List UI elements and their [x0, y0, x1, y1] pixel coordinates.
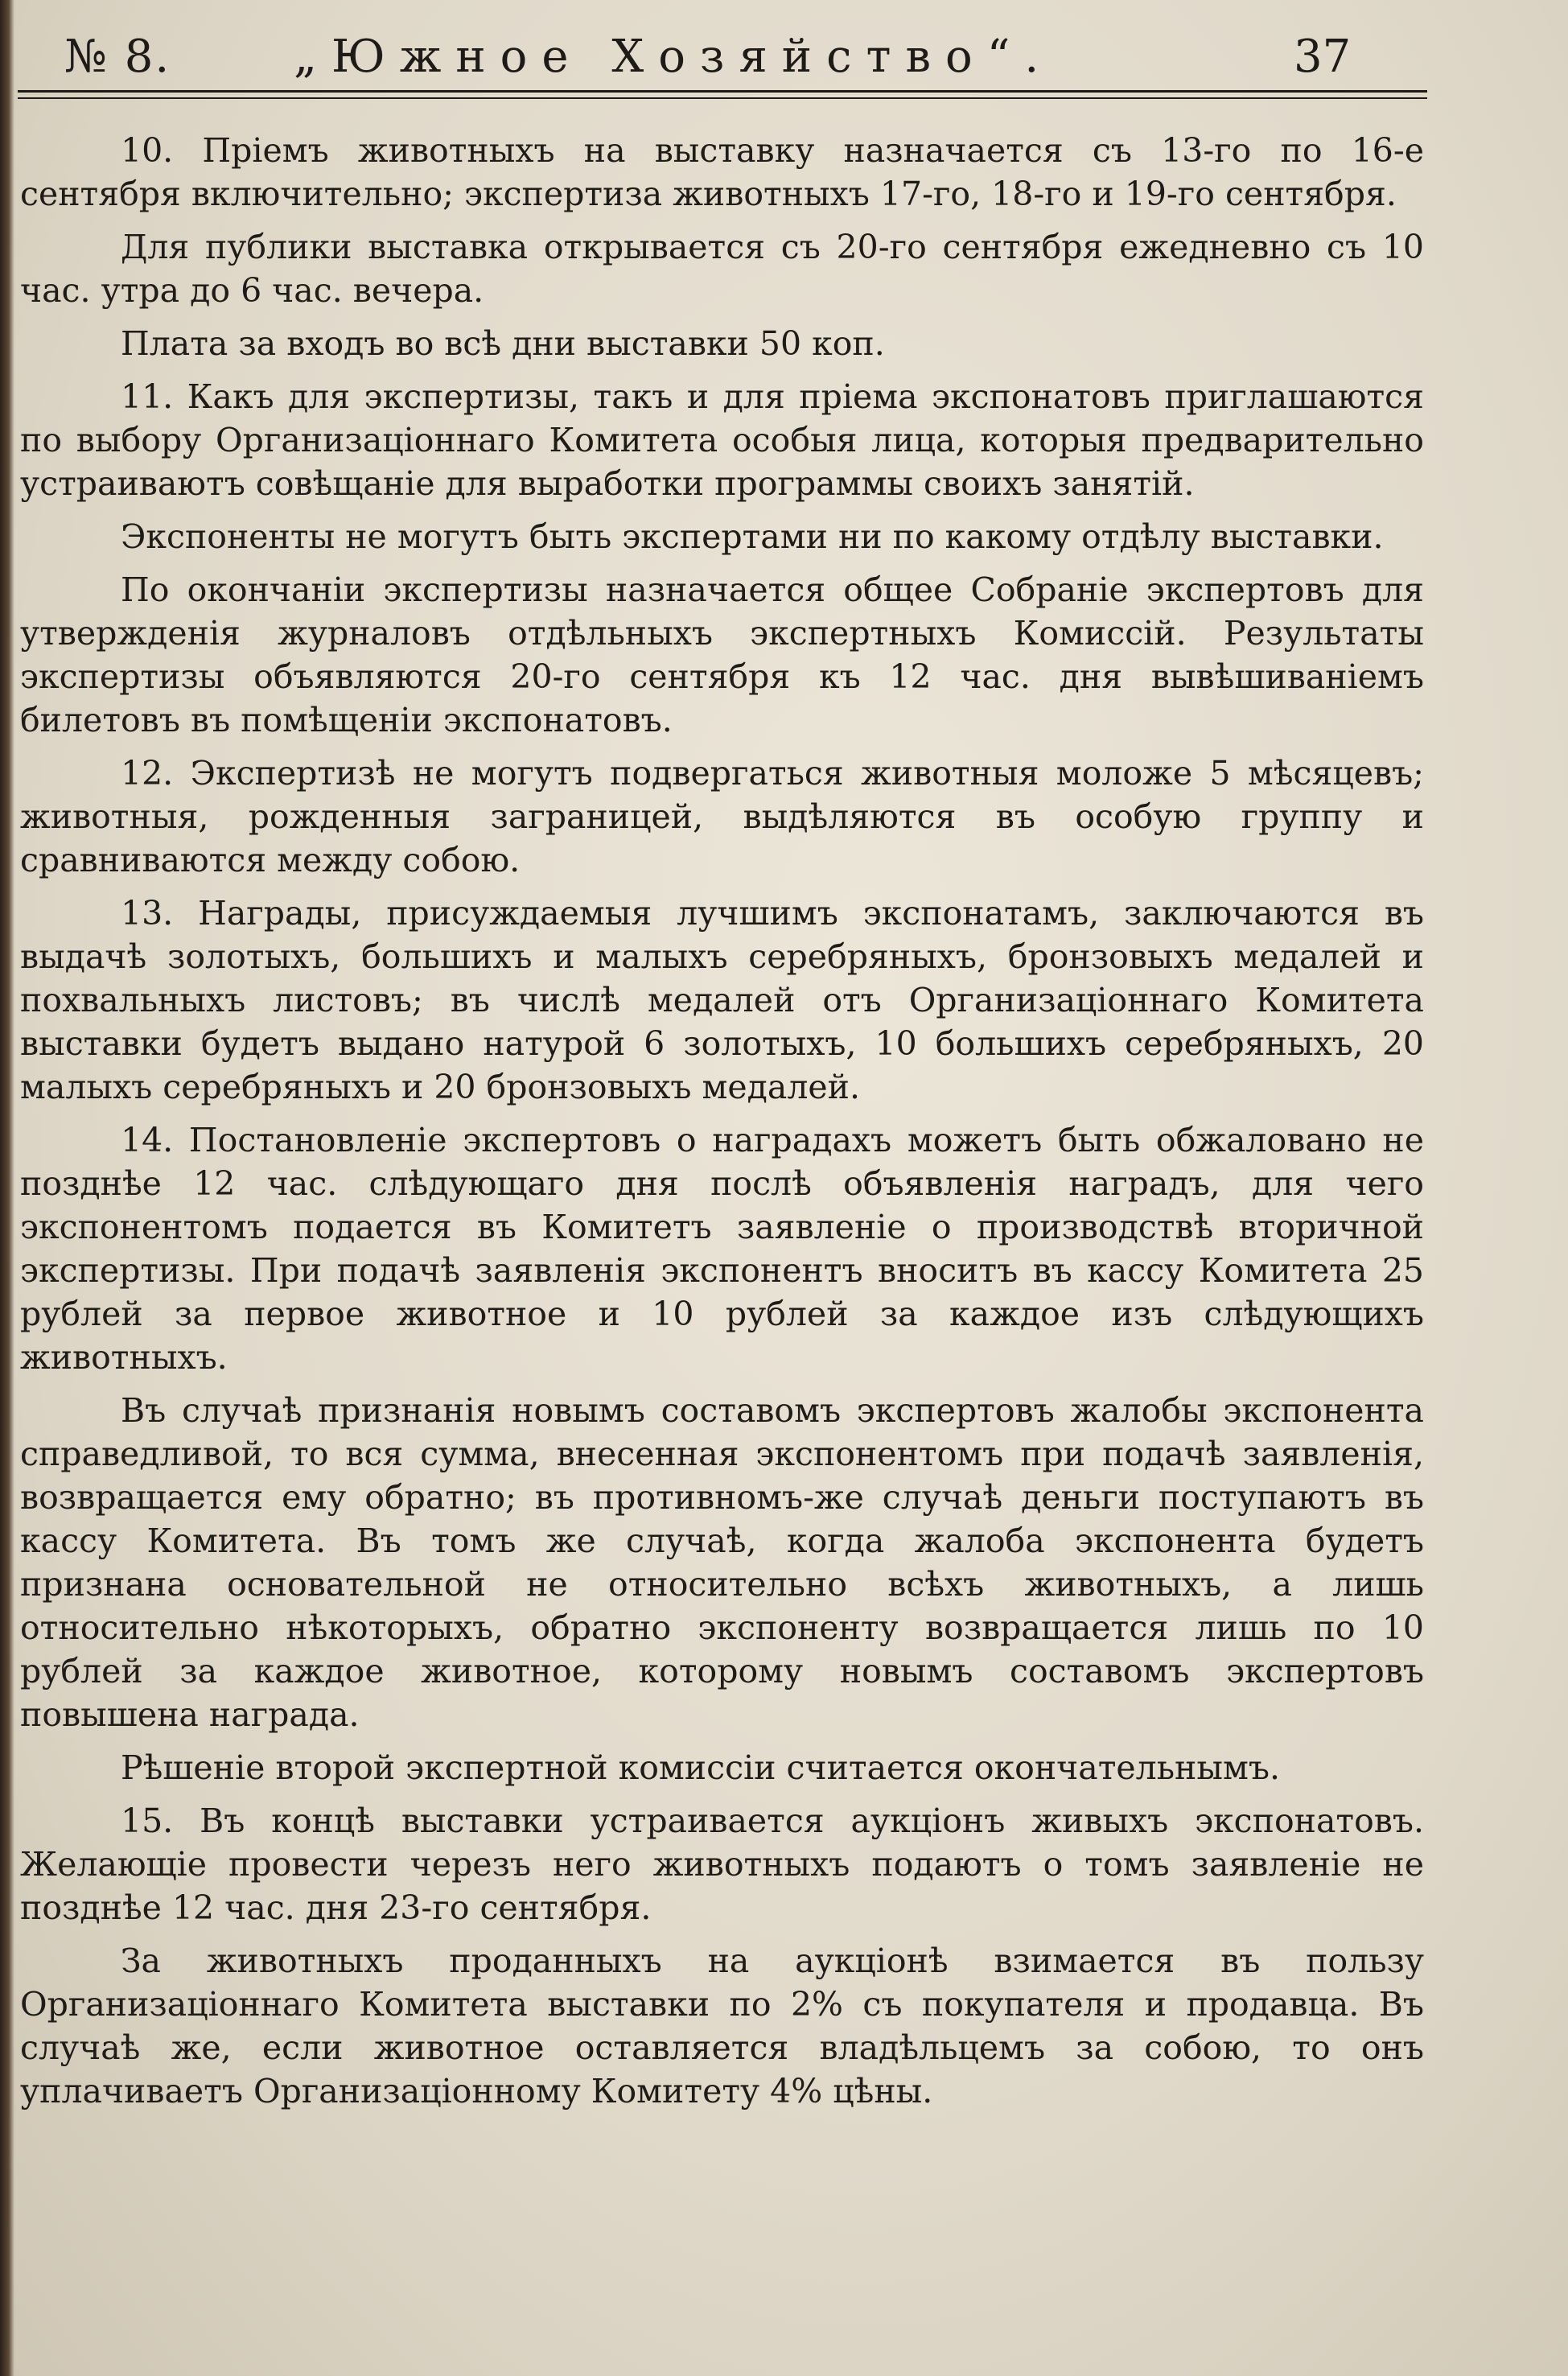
page-header: [48, 31, 1416, 87]
paragraph-15: 15. Въ концѣ выставки устраивается аукціонъ живыхъ экспонатовъ. Желающіе провести черезъ него животныхъ подаютъ о томъ заявленіе не позднѣе 12 час. дня 23-го сентября.: [20, 1802, 1424, 1927]
paragraph-exhibitors: Экспоненты не могутъ быть экспертами ни по какому отдѣлу выставки.: [121, 517, 1384, 556]
paragraph-expert-meeting: По окончаніи экспертизы назначается общее Собраніе экспертовъ для утвержденія журналовъ отдѣльныхъ экспертныхъ Комиссій. Результаты экспертизы объявляются 20-го сентября къ 12 час. дня вывѣшиваніемъ билетовъ въ помѣщеніи экспонатовъ.: [20, 570, 1424, 739]
issue-number: № 8.: [64, 31, 171, 83]
paragraph-12: 12. Экспертизѣ не могутъ подвергаться животныя моложе 5 мѣсяцевъ; животныя, рожденныя заграницей, выдѣляются въ особую группу и сравниваются между собою.: [20, 754, 1424, 879]
header-rule-bottom: [18, 97, 1427, 99]
paragraph-appeal: Въ случаѣ признанія новымъ составомъ экспертовъ жалобы экспонента справедливой, то вся сумма, внесенная экспонентомъ при подачѣ заявленія, возвращается ему обратно; въ противномъ-же случаѣ деньги поступаютъ въ кассу Комитета. Въ томъ же случаѣ, когда жалоба экспонента будетъ признана основательной не относительно всѣхъ животныхъ, а лишь относительно нѣкоторыхъ, обратно экспоненту возвращается лишь по 10 рублей за каждое животное, которому новымъ составомъ экспертовъ повышена награда.: [20, 1391, 1424, 1734]
book-binding-edge: [0, 0, 14, 2376]
paragraph-entry-fee: Плата за входъ во всѣ дни выставки 50 коп.: [121, 324, 885, 363]
paragraph-11: 11. Какъ для экспертизы, такъ и для пріема экспонатовъ приглашаются по выбору Организаціоннаго Комитета особыя лица, которыя предварительно устраиваютъ совѣщаніе для выработки программы своихъ занятій.: [20, 377, 1424, 503]
paragraph-final-decision: Рѣшеніе второй экспертной комиссіи считается окончательнымъ.: [121, 1748, 1281, 1787]
paragraph-13: 13. Награды, присуждаемыя лучшимъ экспонатамъ, заключаются въ выдачѣ золотыхъ, большихъ и малыхъ серебряныхъ, бронзовыхъ медалей и похвальныхъ листовъ; въ числѣ медалей отъ Организаціоннаго Комитета выставки будетъ выдано натурой 6 золотыхъ, 10 большихъ серебряныхъ, 20 малыхъ серебряныхъ и 20 бронзовыхъ медалей.: [20, 894, 1424, 1106]
journal-title: „Южное Хозяйство“.: [294, 31, 1054, 83]
article-body: [20, 129, 1424, 2123]
paragraph-opening-hours: Для публики выставка открывается съ 20-го сентября ежедневно съ 10 час. утра до 6 час. вечера.: [20, 228, 1424, 310]
paragraph-auction-fee: За животныхъ проданныхъ на аукціонѣ взимается въ пользу Организаціоннаго Комитета выставки по 2% съ покупателя и продавца. Въ случаѣ же, если животное оставляется владѣльцемъ за собою, то онъ уплачиваетъ Организаціонному Комитету 4% цѣны.: [20, 1942, 1424, 2110]
page-number: 37: [1294, 31, 1352, 83]
header-rule-top: [18, 90, 1427, 93]
paragraph-14: 14. Постановленіе экспертовъ о наградахъ можетъ быть обжаловано не позднѣе 12 час. слѣдующаго дня послѣ объявленія наградъ, для чего экспонентомъ подается въ Комитетъ заявленіе о производствѣ вторичной экспертизы. При подачѣ заявленія экспонентъ вноситъ въ кассу Комитета 25 рублей за первое животное и 10 рублей за каждое изъ слѣдующихъ животныхъ.: [20, 1121, 1424, 1377]
paragraph-10: 10. Пріемъ животныхъ на выставку назначается съ 13-го по 16-е сентября включительно; экспертиза животныхъ 17-го, 18-го и 19-го сентября.: [20, 131, 1424, 213]
